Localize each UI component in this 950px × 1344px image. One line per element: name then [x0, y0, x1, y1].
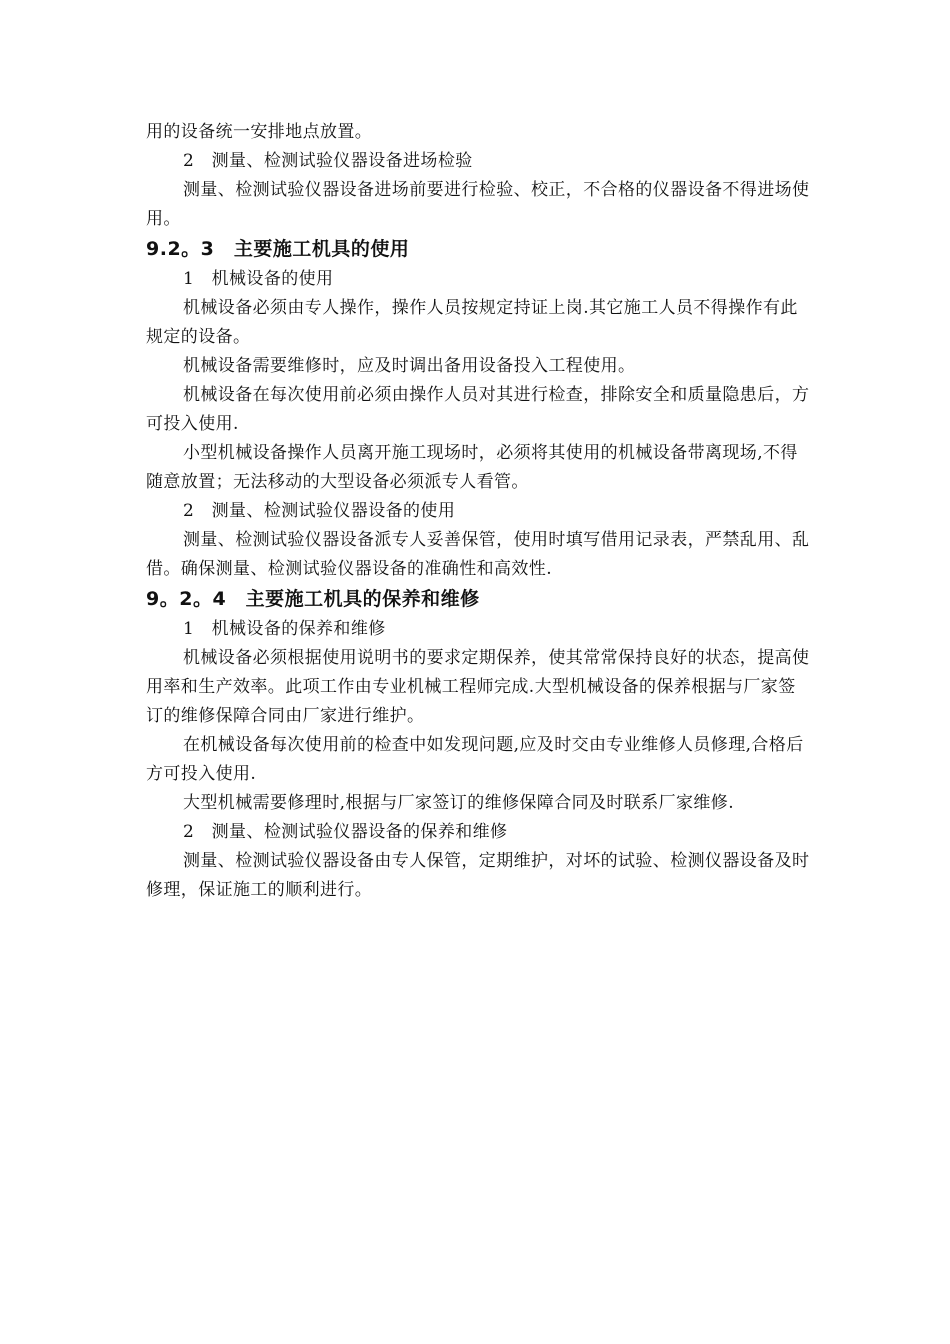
paragraph-large-machine-repair: 大型机械需要修理时,根据与厂家签订的维修保障合同及时联系厂家维修. [183, 793, 735, 813]
paragraph-machine-maintenance: 机械设备必须根据使用说明书的要求定期保养，使其常常保持良好的状态，提高使用率和生产效率。此项工作由专业机械工程师完成.大型机械设备的保养根据与厂家签订的维修保障合同由厂家进行维护。 [146, 648, 810, 726]
paragraph-instrument-entry-inspection: 测量、检测试验仪器设备进场前要进行检验、校正，不合格的仪器设备不得进场使用。 [146, 180, 810, 229]
paragraph-instrument-use: 测量、检测试验仪器设备派专人妥善保管，使用时填写借用记录表，严禁乱用、乱借。确保测量、检测试验仪器设备的准确性和高效性. [146, 530, 810, 579]
paragraph-instrument-maintenance: 测量、检测试验仪器设备由专人保管，定期维护，对坏的试验、检测仪器设备及时修理，保证施工的顺利进行。 [146, 851, 810, 900]
list-item-instrument-use: 2 测量、检测试验仪器设备的使用 [183, 501, 456, 521]
paragraph-machine-repair: 在机械设备每次使用前的检查中如发现问题,应及时交由专业维修人员修理,合格后方可投入使用. [146, 735, 804, 784]
section-heading-9-2-4: 9。2。4 主要施工机具的保养和维修 [146, 588, 480, 610]
list-item-instrument-entry-inspection: 2 测量、检测试验仪器设备进场检验 [183, 151, 473, 171]
list-item-instrument-maintenance: 2 测量、检测试验仪器设备的保养和维修 [183, 822, 508, 842]
document-page [146, 118, 810, 905]
paragraph-machine-operators: 机械设备必须由专人操作，操作人员按规定持证上岗.其它施工人员不得操作有此规定的设备。 [146, 298, 798, 347]
paragraph-continuation: 用的设备统一安排地点放置。 [146, 122, 373, 142]
paragraph-small-machine: 小型机械设备操作人员离开施工现场时，必须将其使用的机械设备带离现场,不得随意放置；无法移动的大型设备必须派专人看管。 [146, 443, 798, 492]
paragraph-machine-backup: 机械设备需要维修时，应及时调出备用设备投入工程使用。 [183, 356, 636, 376]
list-item-machine-maintenance: 1 机械设备的保养和维修 [183, 619, 386, 639]
paragraph-machine-inspection: 机械设备在每次使用前必须由操作人员对其进行检查，排除安全和质量隐患后，方可投入使用. [146, 385, 810, 434]
list-item-machine-use: 1 机械设备的使用 [183, 269, 334, 289]
section-heading-9-2-3: 9.2。3 主要施工机具的使用 [146, 238, 410, 260]
